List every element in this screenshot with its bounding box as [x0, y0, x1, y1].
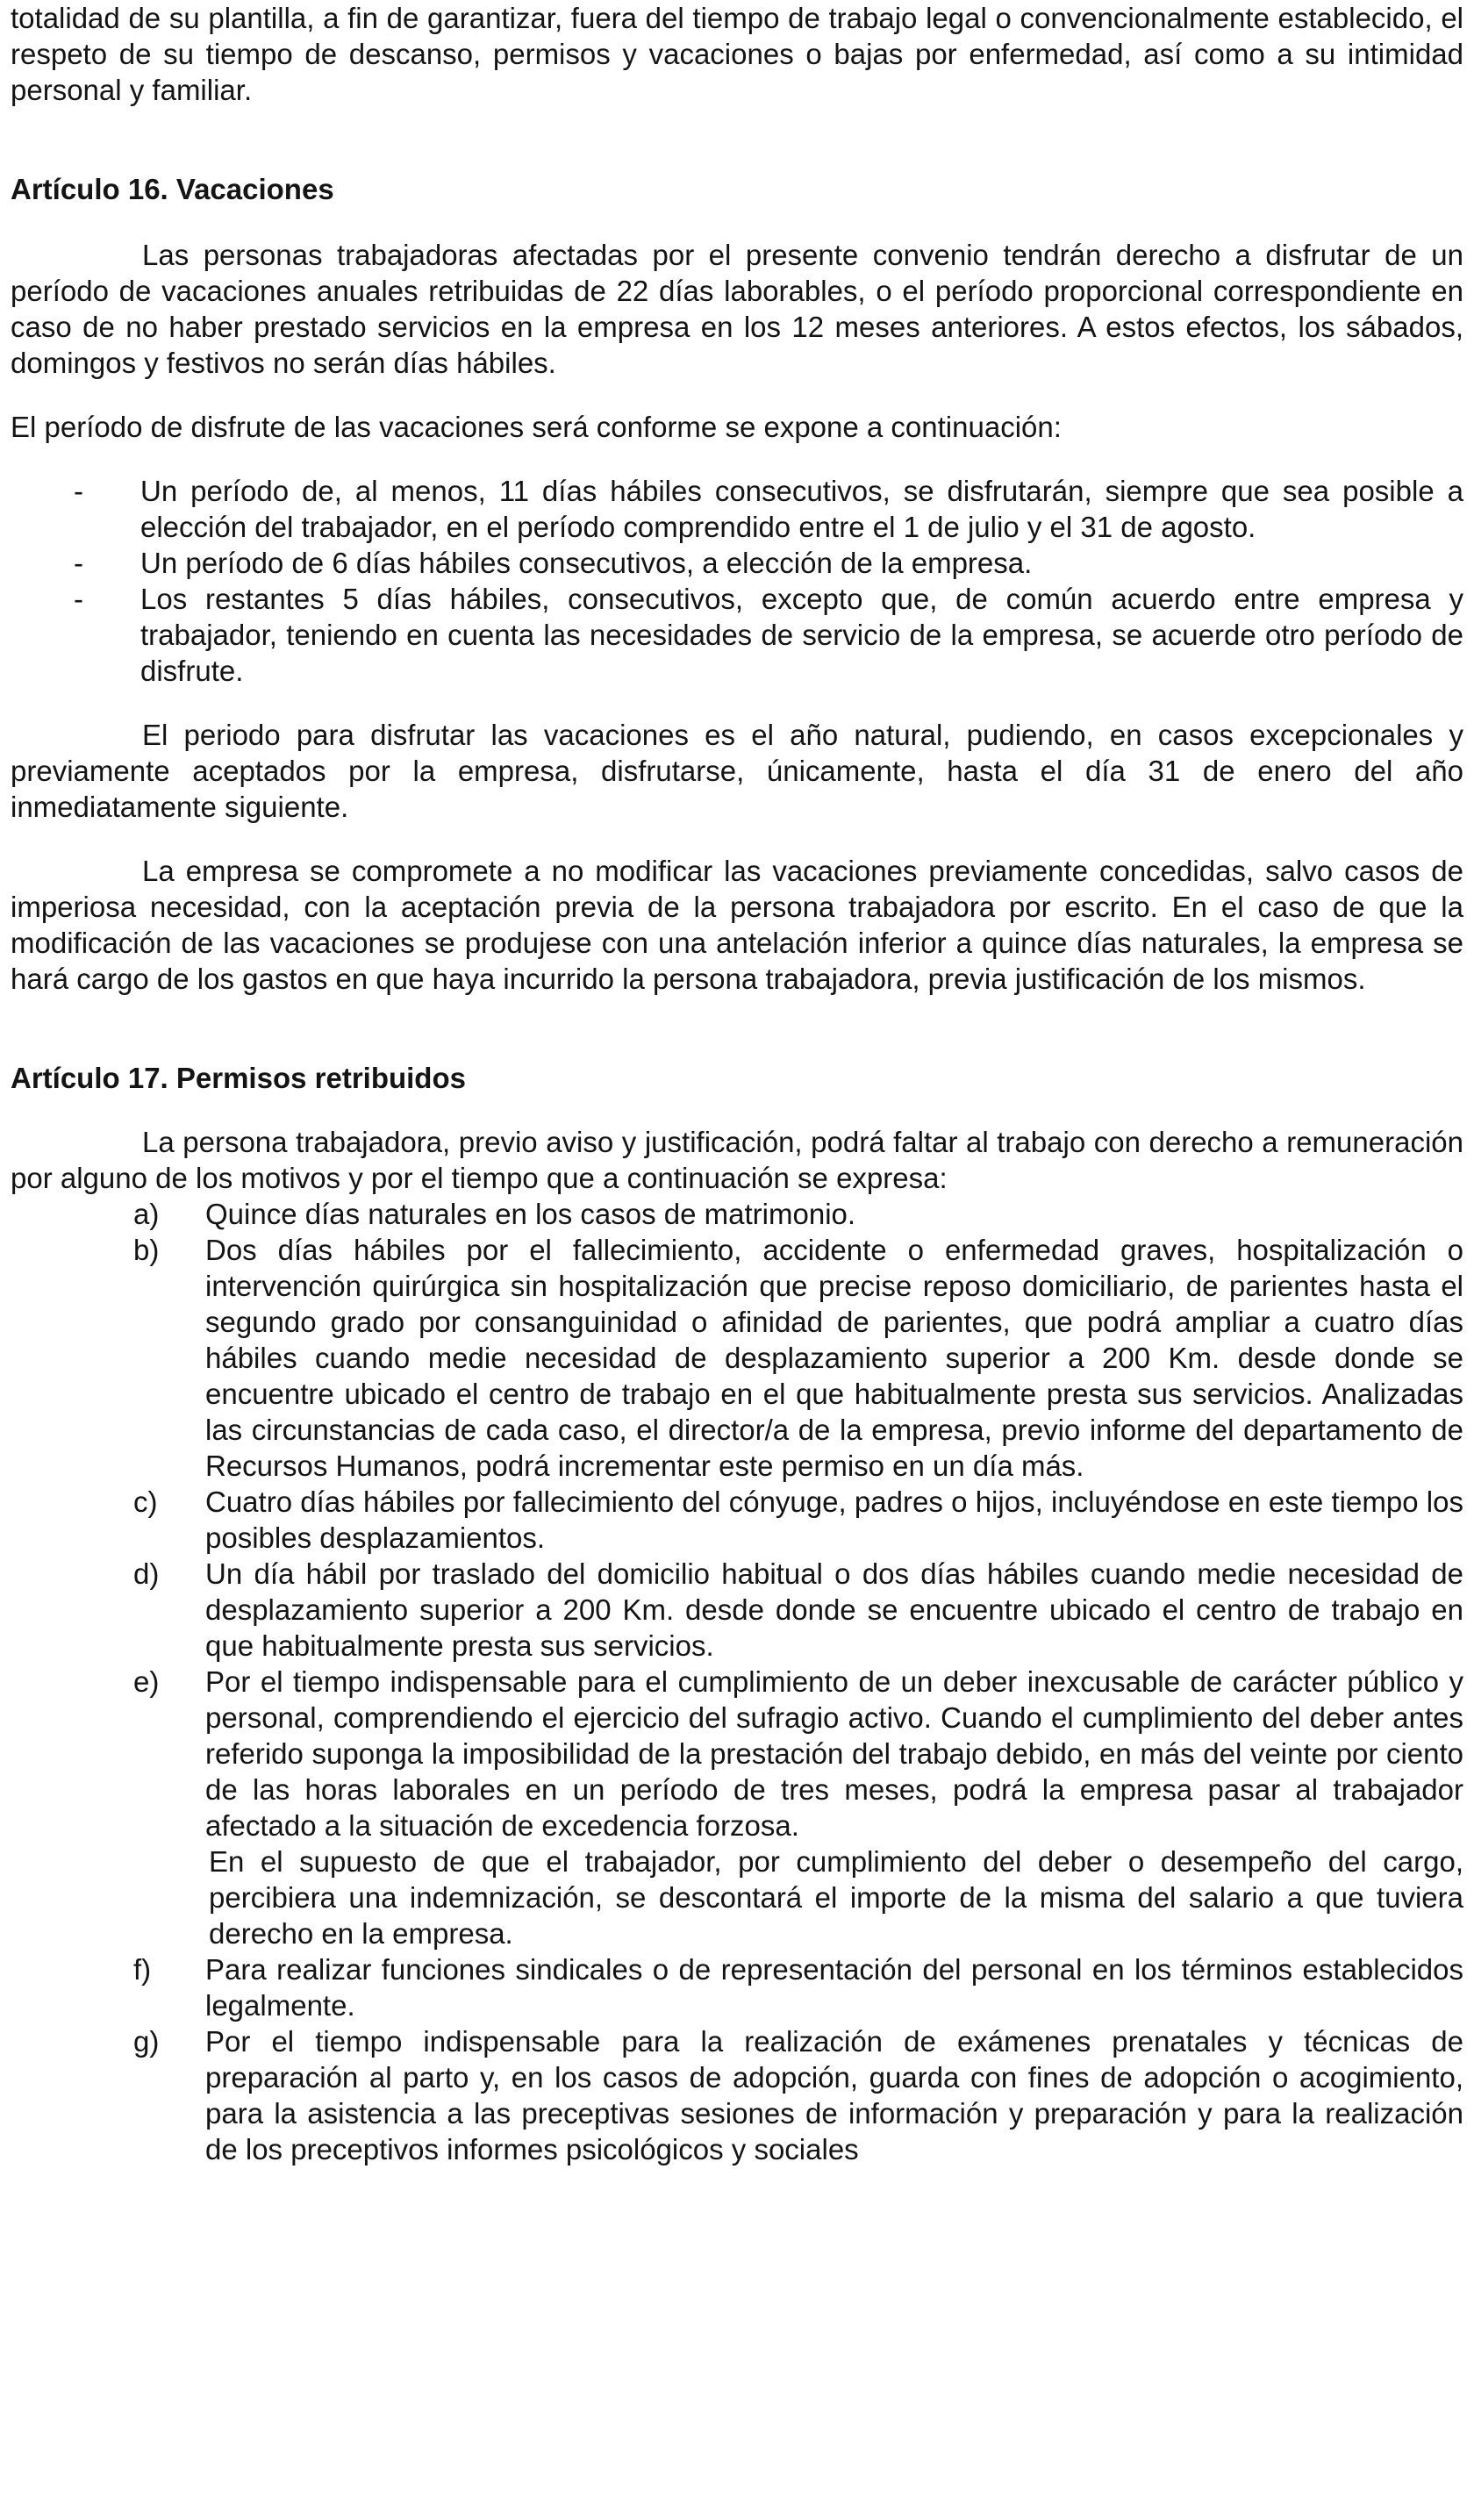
list-item-text: Por el tiempo indispensable para el cumplimiento de un deber inexcusable de carácter público y personal, comprendiendo el ejercicio del sufragio activo. Cuando el cumplimiento del deber antes referido suponga la imposibilidad de la prestación del trabajo debido, en más del veinte por ciento de las horas laborales en un período de tres meses, podrá la empresa pasar al trabajador afectado a la situación de excedencia forzosa. — [205, 1665, 1463, 1842]
list-item-marker: - — [74, 547, 83, 579]
list-item — [11, 1232, 1463, 1484]
list-item — [11, 2023, 1463, 2167]
list-item-text: Un día hábil por traslado del domicilio habitual o dos días hábiles cuando medie necesidad de desplazamiento superior a 200 Km. desde donde se encuentre ubicado el centro de trabajo en que habitualmente presta sus servicios. — [205, 1557, 1463, 1662]
list-item-text: Un período de, al menos, 11 días hábiles consecutivos, se disfrutarán, siempre que sea posible a elección del trabajador, en el período comprendido entre el 1 de julio y el 31 de agosto. — [140, 475, 1463, 543]
list-item-sub-paragraph: En el supuesto de que el trabajador, por cumplimiento del deber o desempeño del cargo, percibiera una indemnización, se descontará el importe de la misma del salario a que tuviera derecho en la empresa. — [209, 1845, 1463, 1950]
list-item — [11, 581, 1463, 689]
list-item — [11, 1196, 1463, 1232]
list-item — [11, 1484, 1463, 1556]
list-item-marker: - — [74, 583, 83, 615]
list-item-marker: c) — [133, 1486, 158, 1518]
list-item-marker: g) — [133, 2025, 160, 2058]
list-item-text: Un período de 6 días hábiles consecutivos, a elección de la empresa. — [140, 547, 1033, 579]
list-item-text: Quince días naturales en los casos de matrimonio. — [205, 1198, 856, 1230]
list-item — [11, 1664, 1463, 1951]
list-item-marker: b) — [133, 1234, 160, 1266]
vacation-period-list — [11, 473, 1463, 689]
document-page — [11, 0, 1463, 2167]
list-item-text: Los restantes 5 días hábiles, consecutivos, excepto que, de común acuerdo entre empresa y trabajador, teniendo en cuenta las necesidades de servicio de la empresa, se acuerde otro período de disfrute. — [140, 583, 1463, 687]
list-item-marker: d) — [133, 1557, 160, 1590]
article-16-paragraph-2: El período de disfrute de las vacaciones será conforme se expone a continuación: — [11, 411, 1062, 443]
list-item — [11, 1556, 1463, 1664]
list-item-marker: a) — [133, 1198, 160, 1230]
list-item-text: Dos días hábiles por el fallecimiento, accidente o enfermedad graves, hospitalización o intervención quirúrgica sin hospitalización que precise reposo domiciliario, de parientes hasta el segundo grado por consanguinidad o afinidad de parientes, que podrá ampliar a cuatro días hábiles cuando medie necesidad de desplazamiento superior a 200 Km. desde donde se encuentre ubicado el centro de trabajo en el que habitualmente presta sus servicios. Analizadas las circunstancias de cada caso, el director/a de la empresa, previo informe del departamento de Recursos Humanos, podrá incrementar este permiso en un día más. — [205, 1234, 1463, 1482]
article-17-paragraph-1: La persona trabajadora, previo aviso y justificación, podrá faltar al trabajo con derecho a remuneración por alguno de los motivos y por el tiempo que a continuación se expresa: — [11, 1126, 1463, 1194]
list-item-text: Cuatro días hábiles por fallecimiento del cónyuge, padres o hijos, incluyéndose en este tiempo los posibles desplazamientos. — [205, 1486, 1463, 1554]
list-item — [11, 545, 1463, 581]
list-item — [11, 473, 1463, 545]
article-17-heading: Artículo 17. Permisos retribuidos — [11, 1062, 466, 1094]
list-item-text: Para realizar funciones sindicales o de representación del personal en los términos establecidos legalmente. — [205, 1953, 1463, 2022]
list-item-marker: - — [74, 475, 83, 507]
list-item — [11, 1951, 1463, 2023]
article-16-paragraph-1: Las personas trabajadoras afectadas por el presente convenio tendrán derecho a disfrutar de un período de vacaciones anuales retribuidas de 22 días laborables, o el período proporcional correspondiente en caso de no haber prestado servicios en la empresa en los 12 meses anteriores. A estos efectos, los sábados, domingos y festivos no serán días hábiles. — [11, 239, 1463, 379]
article-16-paragraph-3: El periodo para disfrutar las vacaciones es el año natural, pudiendo, en casos excepcionales y previamente aceptados por la empresa, disfrutarse, únicamente, hasta el día 31 de enero del año inmediatamente siguiente. — [11, 719, 1463, 823]
paid-leave-list — [11, 1196, 1463, 2167]
list-item-marker: e) — [133, 1665, 160, 1698]
intro-paragraph: totalidad de su plantilla, a fin de garantizar, fuera del tiempo de trabajo legal o convencionalmente establecido, el respeto de su tiempo de descanso, permisos y vacaciones o bajas por enfermedad, así como a su intimidad personal y familiar. — [11, 2, 1463, 106]
list-item-marker: f) — [133, 1953, 152, 1986]
list-item-text: Por el tiempo indispensable para la realización de exámenes prenatales y técnicas de preparación al parto y, en los casos de adopción, guarda con fines de adopción o acogimiento, para la asistencia a las preceptivas sesiones de información y preparación y para la realización de los preceptivos informes psicológicos y sociales — [205, 2025, 1463, 2166]
article-16-paragraph-4: La empresa se compromete a no modificar las vacaciones previamente concedidas, salvo casos de imperiosa necesidad, con la aceptación previa de la persona trabajadora por escrito. En el caso de que la modificación de las vacaciones se produjese con una antelación inferior a quince días naturales, la empresa se hará cargo de los gastos en que haya incurrido la persona trabajadora, previa justificación de los mismos. — [11, 855, 1463, 995]
article-16-heading: Artículo 16. Vacaciones — [11, 173, 334, 205]
